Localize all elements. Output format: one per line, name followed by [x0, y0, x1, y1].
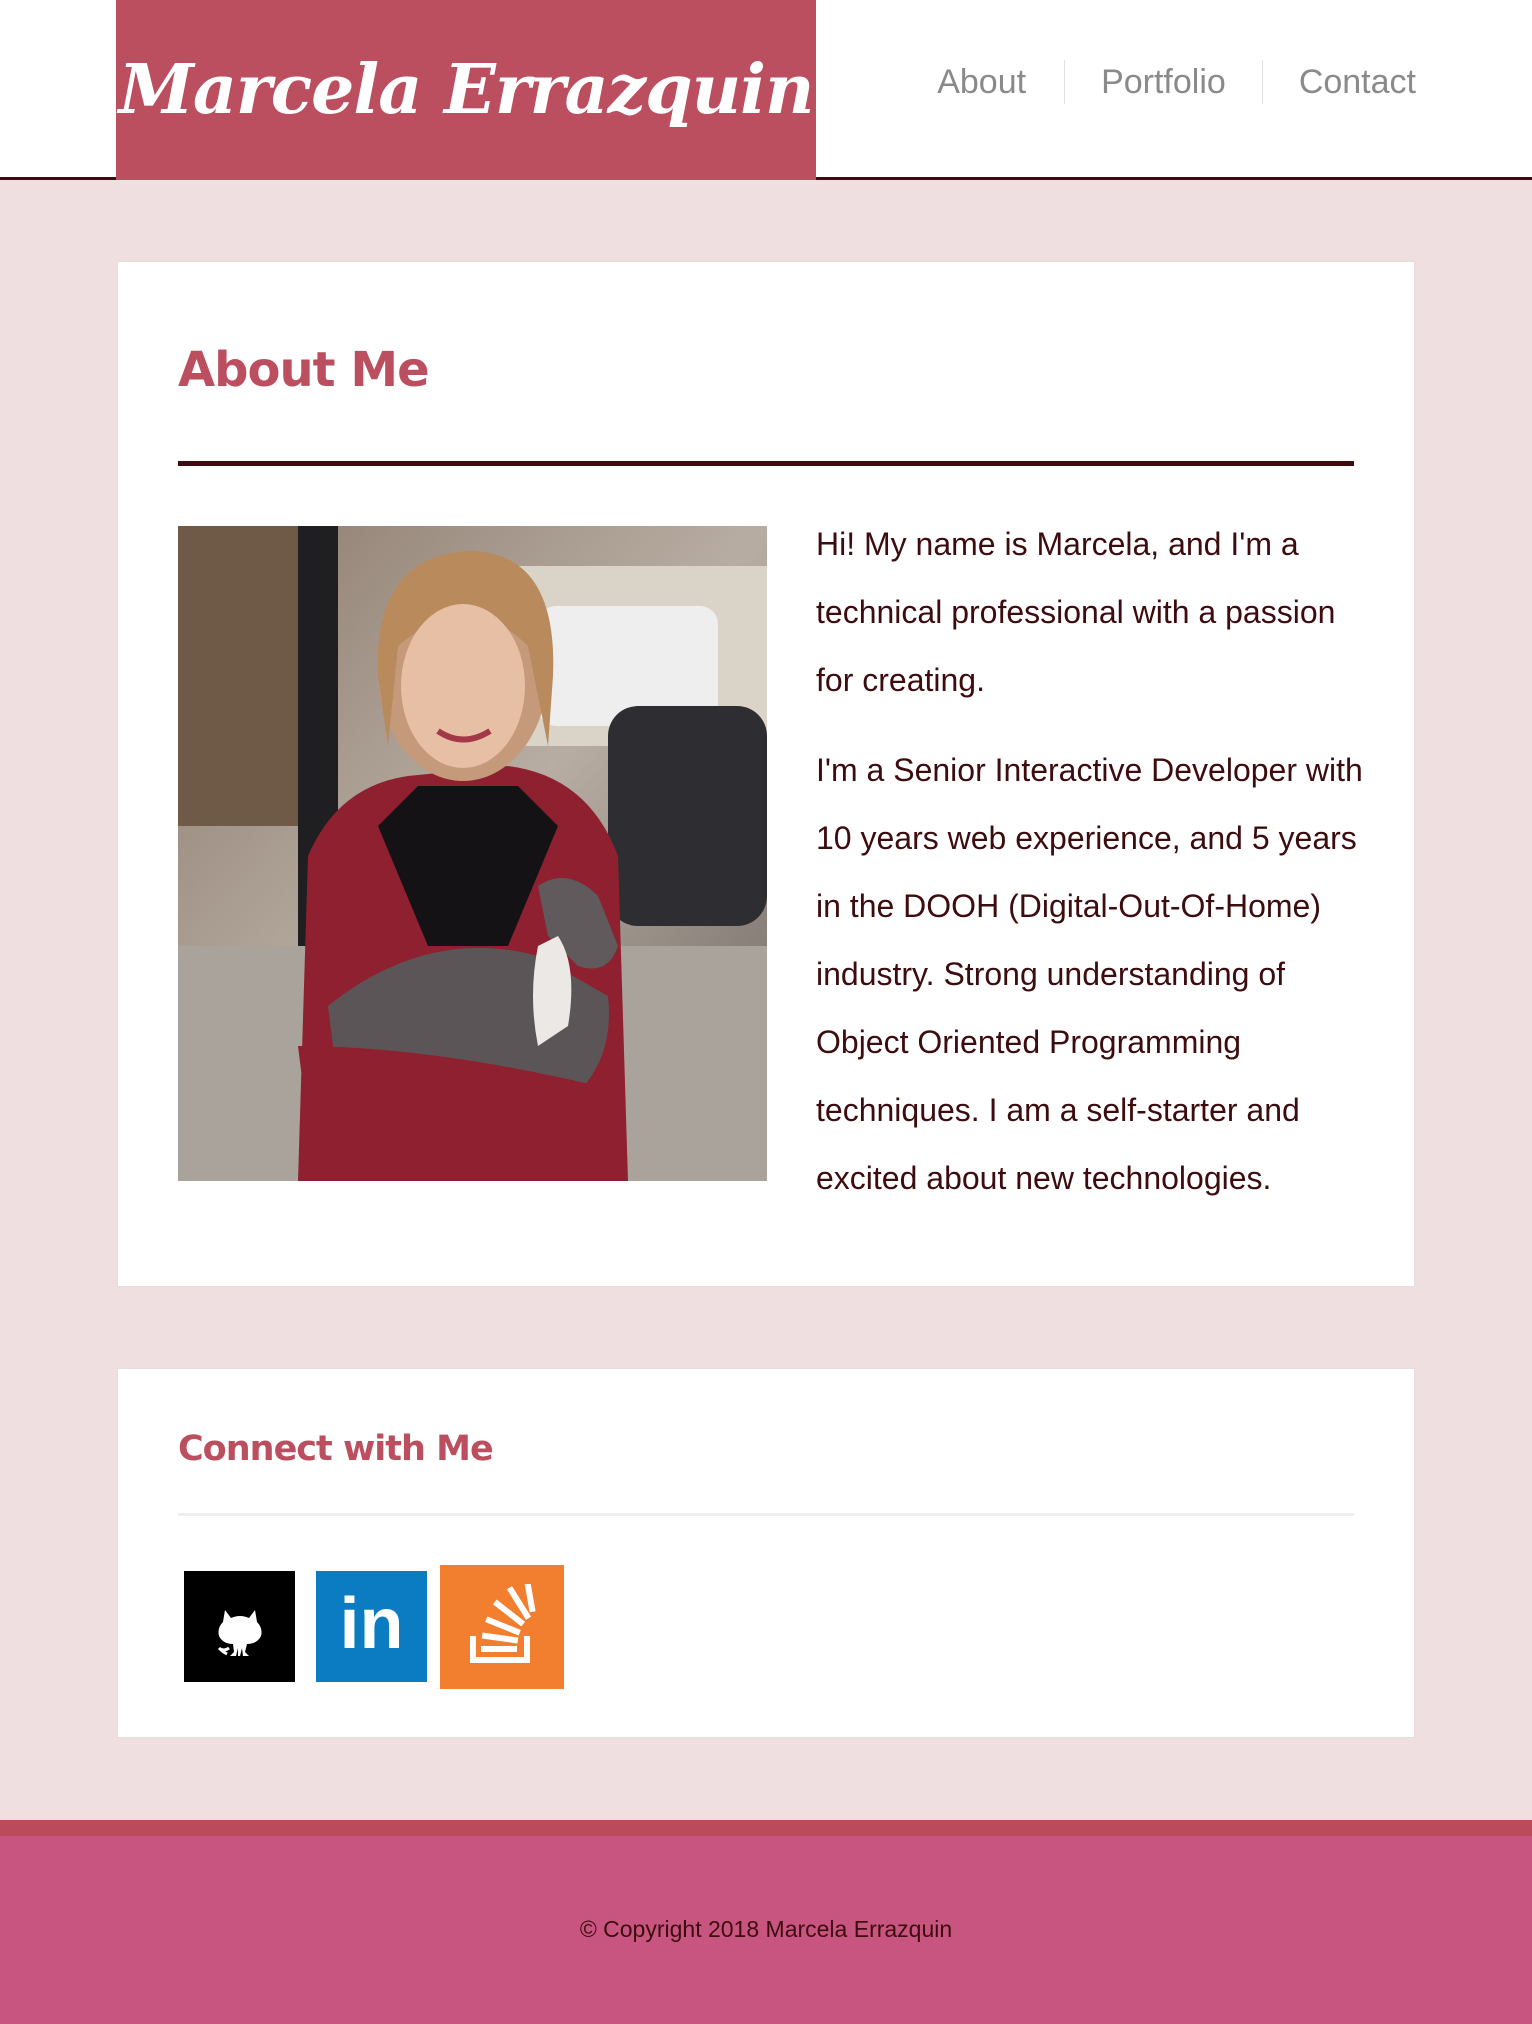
- connect-heading: Connect with Me: [178, 1429, 493, 1469]
- about-bio: [816, 510, 1376, 1234]
- github-link[interactable]: [184, 1571, 295, 1682]
- copyright-text: © Copyright 2018 Marcela Errazquin: [579, 1915, 953, 1942]
- about-card: [117, 261, 1415, 1287]
- site-title[interactable]: Marcela Errazquin: [118, 50, 814, 130]
- main-nav: [901, 60, 1416, 104]
- bio-paragraph: I'm a Senior Interactive Developer with 10 years web experience, and 5 years in the DOOH (Digital-Out-Of-Home) industry. Strong understanding of Object Oriented Programming techniques. I am a self-starter and excited about new technologies.: [816, 752, 1363, 1196]
- linkedin-link[interactable]: [316, 1571, 427, 1682]
- stackoverflow-link[interactable]: [440, 1565, 564, 1689]
- nav-link-about[interactable]: About: [937, 63, 1027, 101]
- github-icon: [205, 1592, 275, 1662]
- about-heading: About Me: [178, 342, 429, 398]
- linkedin-icon: in: [339, 1583, 404, 1664]
- profile-photo: [178, 526, 767, 1181]
- bio-paragraph: Hi! My name is Marcela, and I'm a technical professional with a passion for creating.: [816, 526, 1336, 698]
- nav-link-contact[interactable]: Contact: [1262, 60, 1416, 104]
- brand-block[interactable]: [116, 0, 816, 180]
- about-divider: [178, 461, 1354, 466]
- site-header: [0, 0, 1532, 180]
- nav-link-portfolio[interactable]: Portfolio: [1064, 60, 1262, 104]
- connect-card: [117, 1368, 1415, 1738]
- footer-accent: [0, 1820, 1532, 1836]
- connect-divider: [178, 1513, 1354, 1516]
- site-footer: [0, 1836, 1532, 2024]
- stackoverflow-icon: [459, 1584, 545, 1670]
